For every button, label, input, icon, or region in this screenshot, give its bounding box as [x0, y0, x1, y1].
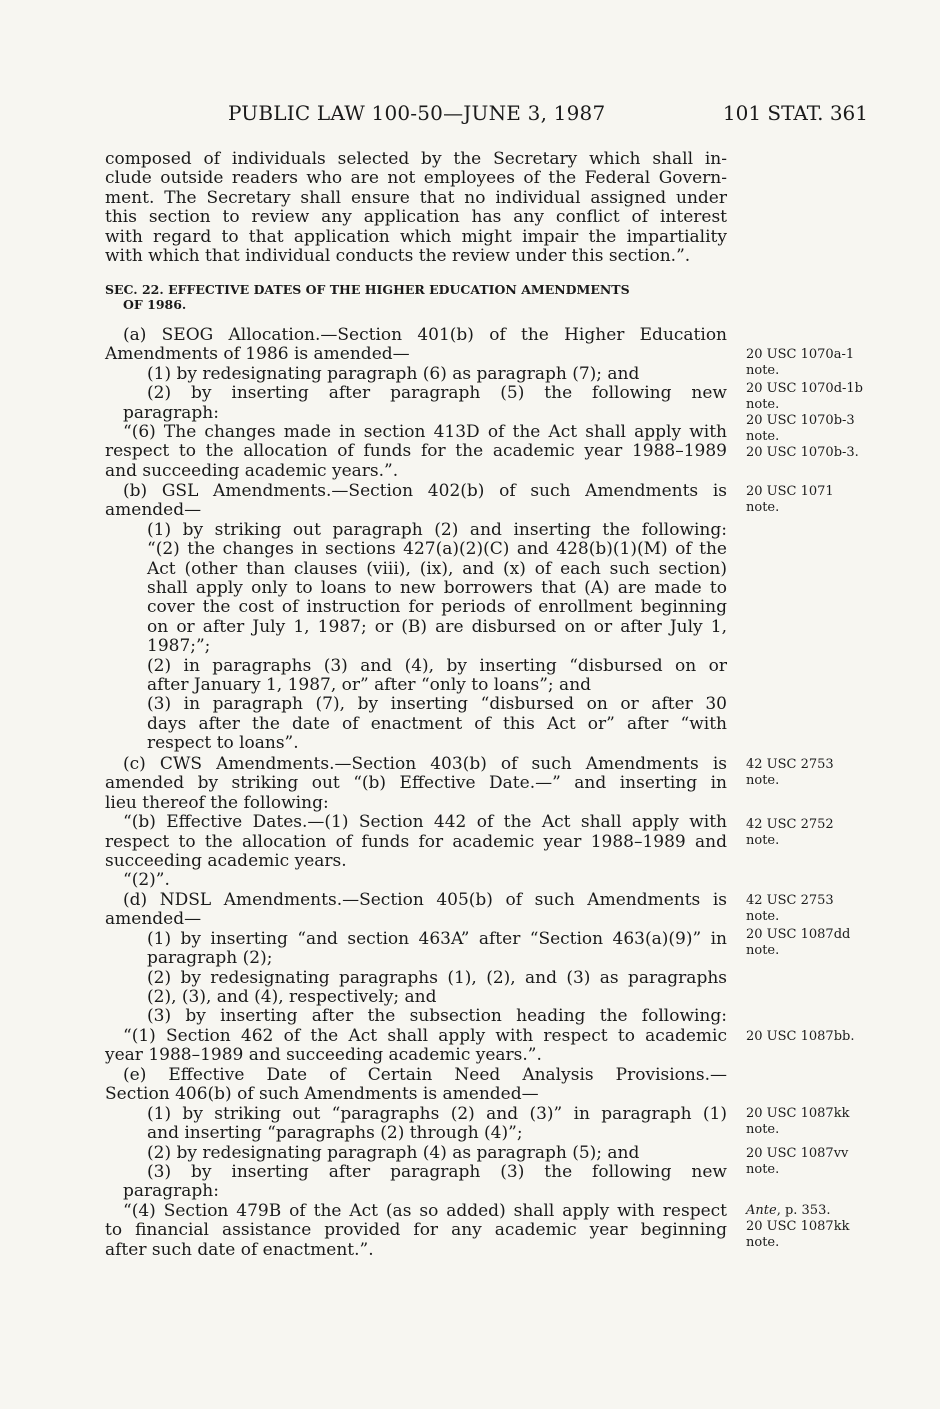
subsection-d-heading: (d) NDSL Amendments.—Section 405(b) of such Amendments is [123, 890, 727, 910]
text-line: “(1) Section 462 of the Act shall apply with respect to academic [123, 1025, 727, 1046]
continuation-paragraph [105, 150, 727, 266]
text-line: (2) by redesignating paragraphs (1), (2), and (3) as paragraphs [147, 967, 727, 988]
text-line: on or after July 1, 1987; or (B) are disbursed on or after July 1, [147, 616, 727, 637]
section-heading [105, 282, 727, 312]
subsection-e-heading: (e) Effective Date of Certain Need Analysis Provisions.— [123, 1065, 727, 1085]
text-line: (3) by inserting after paragraph (3) the following new [147, 1162, 727, 1183]
subsection-e [105, 1066, 727, 1260]
text-line: “(2) the changes in sections 427(a)(2)(C) and 428(b)(1)(M) of the [147, 539, 727, 560]
subsection-d [105, 891, 727, 1066]
margin-note [746, 757, 876, 789]
text-line: lieu thereof the following: [105, 792, 329, 813]
page-header [228, 101, 868, 131]
section-heading-line: SEC. 22. EFFECTIVE DATES OF THE HIGHER EDUCATION AMENDMENTS [105, 282, 630, 297]
text-line: Section 406(b) of such Amendments is amended— [105, 1084, 539, 1105]
text-line: (2) by inserting after paragraph (5) the following new [147, 383, 727, 404]
text-line: respect to the allocation of funds for the academic year 1988–1989 [105, 441, 727, 462]
text-line: (2) by redesignating paragraph (4) as paragraph (5); and [147, 1142, 640, 1163]
text-line: and inserting “paragraphs (2) through (4)”; [147, 1123, 523, 1144]
margin-citation-note: note. [746, 943, 780, 958]
margin-citation: 20 USC 1087vv [746, 1146, 849, 1161]
text-line: shall apply only to loans to new borrowers that (A) are made to [147, 578, 727, 599]
margin-citation-note: note. [746, 773, 780, 788]
text-line: with which that individual conducts the review under this section.”. [105, 246, 691, 267]
subsection-a [105, 326, 727, 481]
margin-citation-note: note. [746, 397, 780, 412]
margin-note [746, 1203, 876, 1251]
text-line: (2), (3), and (4), respectively; and [147, 987, 437, 1008]
text-line: “(4) Section 479B of the Act (as so added) shall apply with respect [123, 1200, 727, 1221]
margin-citation-note: note. [746, 500, 780, 515]
text-line: respect to the allocation of funds for academic year 1988–1989 and [105, 831, 727, 852]
text-line: after January 1, 1987, or” after “only to loans”; and [147, 675, 592, 696]
text-line: and succeeding academic years.”. [105, 460, 399, 481]
margin-citation: 20 USC 1070a-1 [746, 347, 855, 362]
text-line: (1) by redesignating paragraph (6) as paragraph (7); and [147, 363, 640, 384]
text-line: Act (other than clauses (viii), (ix), and (x) of each such section) [147, 558, 727, 579]
text-line: succeeding academic years. [105, 851, 347, 872]
margin-citation-note: note. [746, 1162, 780, 1177]
margin-citation: 20 USC 1070b-3. [746, 445, 859, 460]
margin-note [746, 347, 876, 379]
margin-ante-page: , p. 353. [776, 1203, 831, 1218]
margin-citation: 20 USC 1087bb. [746, 1029, 855, 1044]
text-line: “(6) The changes made in section 413D of the Act shall apply with [123, 422, 727, 443]
margin-citation-note: note. [746, 1122, 780, 1137]
text-line: amended— [105, 500, 202, 521]
margin-citation-note: note. [746, 833, 780, 848]
margin-note [746, 445, 876, 461]
text-line: respect to loans”. [147, 733, 299, 754]
header-title: PUBLIC LAW 100-50—JUNE 3, 1987 [228, 101, 606, 125]
text-line: 1987;”; [147, 636, 211, 657]
text-line: paragraph: [123, 1181, 219, 1202]
text-line: with regard to that application which might impair the impartiality [105, 226, 727, 247]
margin-citation: 42 USC 2752 [746, 817, 834, 832]
margin-note [746, 413, 876, 445]
margin-ante-citation [746, 1203, 876, 1219]
text-line: “(2)”. [123, 870, 170, 891]
margin-citation: 20 USC 1087dd [746, 927, 851, 942]
subsection-c [105, 755, 727, 891]
margin-citation: 20 USC 1070d-1b [746, 381, 864, 396]
text-line: amended by striking out “(b) Effective Date.—” and inserting in [105, 773, 727, 794]
text-line: (1) by inserting “and section 463A” after “Section 463(a)(9)” in [147, 928, 727, 949]
text-line: to financial assistance provided for any academic year beginning [105, 1220, 727, 1241]
margin-ante-word: Ante [746, 1203, 777, 1218]
margin-citation: 20 USC 1087kk [746, 1106, 850, 1121]
subsection-b [105, 482, 727, 754]
margin-citation-note: note. [746, 429, 780, 444]
subsection-c-heading: (c) CWS Amendments.—Section 403(b) of such Amendments is [123, 754, 727, 774]
text-line: after such date of enactment.”. [105, 1239, 374, 1260]
text-line: year 1988–1989 and succeeding academic years.”. [105, 1045, 542, 1066]
margin-citation-note: note. [746, 1235, 780, 1250]
margin-note [746, 1029, 876, 1045]
text-line: paragraph: [123, 402, 219, 423]
text-line: (2) in paragraphs (3) and (4), by inserting “disbursed on or [147, 655, 727, 676]
text-line: (3) by inserting after the subsection heading the following: [147, 1006, 727, 1027]
margin-citation-note: note. [746, 909, 780, 924]
margin-citation: 42 USC 2753 [746, 893, 834, 908]
margin-citation: 20 USC 1071 [746, 484, 834, 499]
text-line: days after the date of enactment of this Act or” after “with [147, 713, 727, 734]
text-line: cover the cost of instruction for periods of enrollment beginning [147, 597, 727, 618]
text-line: (1) by striking out “paragraphs (2) and (3)” in paragraph (1) [147, 1103, 727, 1124]
margin-note [746, 1106, 876, 1138]
text-line: “(b) Effective Dates.—(1) Section 442 of the Act shall apply with [123, 812, 727, 833]
subsection-b-heading: (b) GSL Amendments.—Section 402(b) of such Amendments is [123, 481, 727, 501]
margin-note [746, 817, 876, 849]
margin-note [746, 927, 876, 959]
margin-citation: 20 USC 1087kk [746, 1219, 850, 1234]
margin-note [746, 893, 876, 925]
subsection-a-heading: (a) SEOG Allocation.—Section 401(b) of the Higher Education [123, 325, 727, 345]
header-stat-citation: 101 STAT. 361 [722, 101, 868, 125]
text-line: (1) by striking out paragraph (2) and inserting the following: [147, 519, 727, 540]
text-line: this section to review any application has any conflict of interest [105, 207, 727, 228]
text-line: amended— [105, 909, 202, 930]
margin-note [746, 381, 876, 413]
margin-note [746, 1146, 876, 1178]
margin-citation: 20 USC 1070b-3 [746, 413, 855, 428]
margin-citation-note: note. [746, 363, 780, 378]
text-line: (3) in paragraph (7), by inserting “disbursed on or after 30 [147, 694, 727, 715]
text-line: composed of individuals selected by the Secretary which shall in- [105, 149, 727, 169]
text-line: Amendments of 1986 is amended— [105, 344, 410, 365]
section-heading-line: OF 1986. [123, 297, 187, 312]
text-line: paragraph (2); [147, 948, 273, 969]
margin-citation: 42 USC 2753 [746, 757, 834, 772]
margin-note [746, 484, 876, 516]
text-line: clude outside readers who are not employees of the Federal Govern- [105, 168, 727, 189]
text-line: ment. The Secretary shall ensure that no individual assigned under [105, 187, 727, 208]
